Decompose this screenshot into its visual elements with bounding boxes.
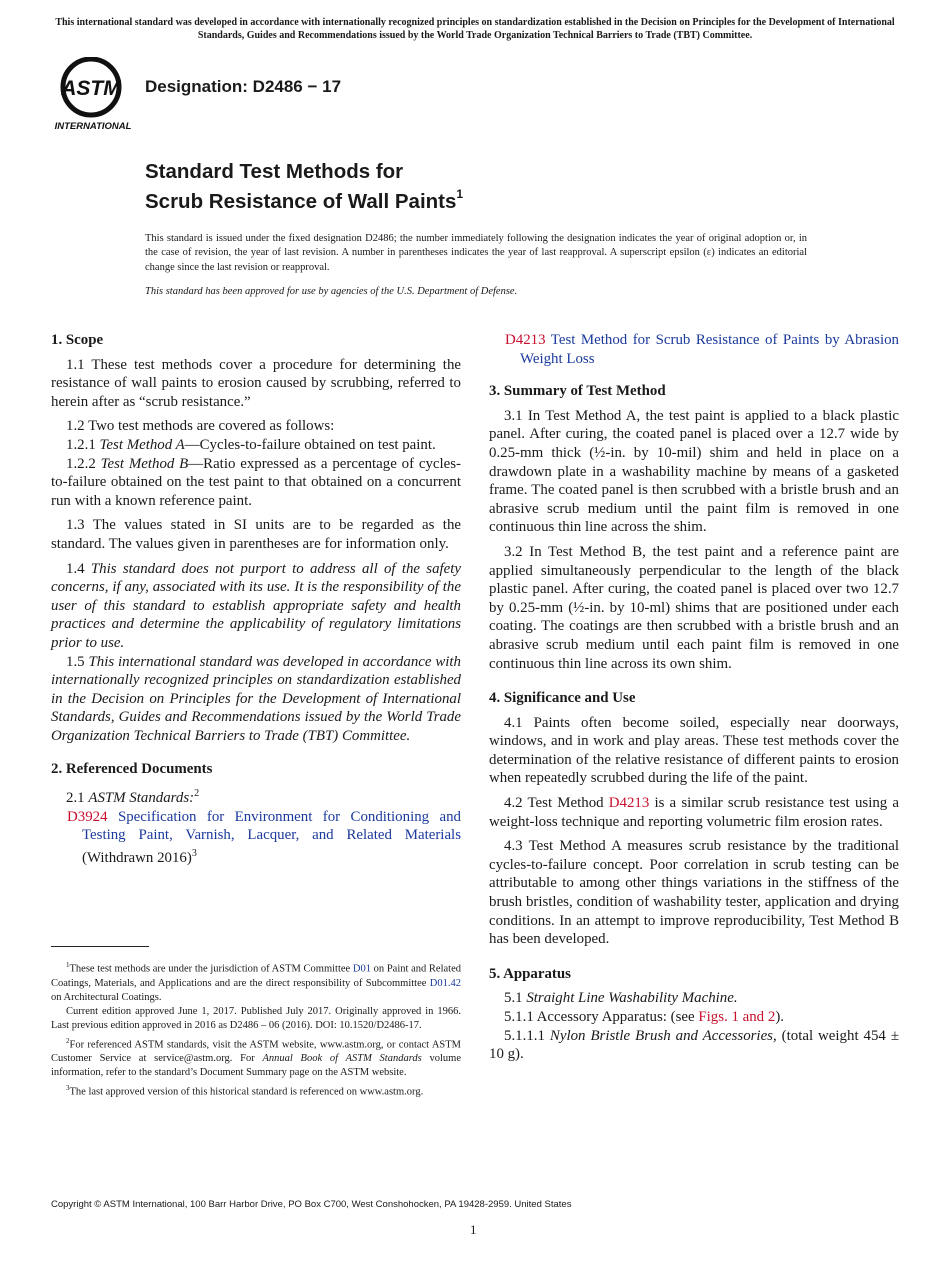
section-heading-scope: 1. Scope bbox=[51, 332, 104, 348]
para-5-1-1: 5.1.1 Accessory Apparatus: (see Figs. 1 and 2). bbox=[504, 1009, 784, 1025]
para-1-2-2: 1.2.2 Test Method B—Ratio expressed as a percentage of cycles-to-failure obtained on the test paint to that obtained on a concurrent run with a known reference paint. bbox=[51, 455, 461, 509]
para-1-2-1: 1.2.1 Test Method A—Cycles-to-failure obtained on test paint. bbox=[66, 436, 436, 453]
page-number: 1 bbox=[470, 1222, 477, 1237]
d3924-title-link[interactable]: Specification for Environment for Conditioning and Testing Paint, Varnish, Lacquer, and Related Materials bbox=[82, 808, 461, 844]
para-1-2: 1.2 Two test methods are covered as follows: bbox=[66, 418, 335, 435]
title-footnote-marker: 1 bbox=[456, 187, 464, 201]
footnote-edition: Current edition approved June 1, 2017. Published July 2017. Originally approved in 1966. Last previous edition approved in 2016 as D2486 – 06 (2016). DOI: 10.1520/D2486-17. bbox=[51, 1006, 461, 1032]
footnote-divider bbox=[51, 946, 149, 947]
para-1-3: 1.3 The values stated in SI units are to be regarded as the standard. The values given in parentheses are for information only. bbox=[51, 517, 461, 552]
logo-subtext: INTERNATIONAL bbox=[54, 121, 132, 132]
title-line-1: Standard Test Methods for bbox=[145, 160, 404, 183]
para-4-3: 4.3 Test Method A measures scrub resistance by the traditional cycles-to-failure concept. Poor correlation in scrub testing can be attributable to among other things variations in the stiffness of the brush bristles, condition of washability tester, application and drying conditions. In an attempt to improve reproducibility, Test Method B has been developed. bbox=[489, 838, 899, 948]
footnotes bbox=[51, 958, 461, 1099]
footnote-1: $^1$These test methods are under the jurisdiction of ASTM Committee D01 on Paint and Related Coatings, Materials, and Applications and are the direct responsibility of Subcommittee D01.42 on Architectural Coatings. bbox=[51, 961, 461, 1003]
logo-text: ASTM bbox=[61, 77, 121, 100]
copyright: Copyright © ASTM International, 100 Barr Harbor Drive, PO Box C700, West Conshohocken, PA 19428-2959. United States bbox=[51, 1199, 572, 1210]
d01-42-link[interactable]: D01.42 bbox=[429, 977, 461, 989]
footnote-3: $^3$The last approved version of this historical standard is referenced on www.astm.org. bbox=[66, 1083, 424, 1098]
d01-link[interactable]: D01 bbox=[352, 963, 371, 975]
reference-d4213 bbox=[489, 331, 899, 368]
para-3-2: 3.2 In Test Method B, the test paint and a reference paint are applied simultaneously perpendicular to the length of the black plastic panel. After curing, the coated panel is placed over two 12.7 by 0.25-mm (½-in. by 10-ml) shims that are positioned under each coating. The coatings are then scrubbed with a bristle brush and an abrasive scrub medium until each paint film is removed in one continuous thin line across its own shim. bbox=[489, 543, 899, 672]
d4213-inline-link[interactable]: D4213 bbox=[608, 795, 650, 812]
para-1-4: 1.4 This standard does not purport to address all of the safety concerns, if any, associated with its use. It is the responsibility of the user of this standard to establish appropriate safety and health practices and determine the applicability of regulatory limitations prior to use. bbox=[51, 560, 462, 651]
para-3-1: 3.1 In Test Method A, the test paint is applied to a black plastic panel. After curing, the coated panel is placed over a 12.7 wide by 0.25-mm thick (½-in. by 10-mil) shim and held in place on a drawdown plate in a washability machine by means of a gasketed frame. The coated panel is then scrubbed with a bristle brush and an abrasive scrub medium until the paint film is removed in one continuous thin line across the shim. bbox=[489, 407, 899, 536]
dod-note: This standard has been approved for use by agencies of the U.S. Department of Defense. bbox=[145, 286, 518, 297]
d3924-link[interactable]: D3924 bbox=[67, 808, 108, 825]
top-notice: This international standard was developed in accordance with internationally recognized principles on standardization established in the Decision on Principles for the Development of International Standards, Guides and Recommendations issued by the World Trade Organization Technical Barriers to Trade (TBT) Committee. bbox=[55, 17, 895, 41]
para-1-5: 1.5 This international standard was developed in accordance with internationally recognized principles on standardization established in the Decision on Principles for the Development of International Standards, Guides and Recommendations issued by the World Trade Organization Technical Barriers to Trade (TBT) Committee. bbox=[51, 653, 462, 744]
left-column bbox=[51, 331, 461, 867]
right-column bbox=[489, 331, 899, 1064]
astm-logo-mark bbox=[53, 57, 135, 133]
d4213-link[interactable]: D4213 bbox=[505, 332, 546, 348]
para-1-1: 1.1 These test methods cover a procedure for determining the resistance of wall paints to erosion caused by scrubbing, referred to herein after as “scrub resistance.” bbox=[51, 356, 461, 410]
issued-note: This standard is issued under the fixed designation D2486; the number immediately following the designation indicates the year of original adoption or, in the case of revision, the year of last revision. A number in parentheses indicates the year of last reapproval. A superscript epsilon (ε) indicates an editorial change since the last revision or reapproval. bbox=[145, 233, 807, 273]
para-5-1: 5.1 Straight Line Washability Machine. bbox=[504, 990, 738, 1007]
figs-link[interactable]: Figs. 1 and 2 bbox=[698, 1009, 776, 1025]
para-2-1: 2.1 ASTM Standards:$^2$ bbox=[66, 788, 200, 807]
para-4-1: 4.1 Paints often become soiled, especially near doorways, windows, and in work and play areas. These test methods cover the determination of the relative resistance of different paints to erosion when repeatedly scrubbed during the life of the paint. bbox=[489, 714, 899, 787]
section-heading-summary: 3. Summary of Test Method bbox=[489, 383, 666, 400]
section-heading-referenced-documents: 2. Referenced Documents bbox=[51, 761, 213, 778]
title-line-2: Scrub Resistance of Wall Paints$^1$ bbox=[145, 187, 464, 213]
astm-logo bbox=[53, 57, 135, 133]
d4213-title-link[interactable]: Test Method for Scrub Resistance of Paints by Abrasion Weight Loss bbox=[520, 332, 899, 367]
section-heading-apparatus: 5. Apparatus bbox=[489, 965, 571, 982]
designation: Designation: D2486 − 17 bbox=[145, 77, 342, 96]
section-heading-significance: 4. Significance and Use bbox=[489, 690, 636, 707]
reference-d3924: D3924 Specification for Environment for Conditioning and Testing Paint, Varnish, Lacquer, and Related Materials (Withdrawn 2016)$^3$ bbox=[67, 808, 461, 866]
document-title bbox=[145, 160, 463, 214]
footnote-2: $^2$For referenced ASTM standards, visit the ASTM website, www.astm.org, or contact ASTM Customer Service at service@astm.org. For Annual Book of ASTM Standards volume information, refer to the standard’s Document Summary page on the ASTM website. bbox=[51, 1036, 461, 1079]
para-5-1-1-1: 5.1.1.1 Nylon Bristle Brush and Accessories, (total weight 454 ± 10 g). bbox=[489, 1027, 900, 1063]
para-4-2: 4.2 Test Method D4213 is a similar scrub resistance test using a weight-loss technique and reporting volumetric film erosion rates. bbox=[489, 795, 899, 830]
